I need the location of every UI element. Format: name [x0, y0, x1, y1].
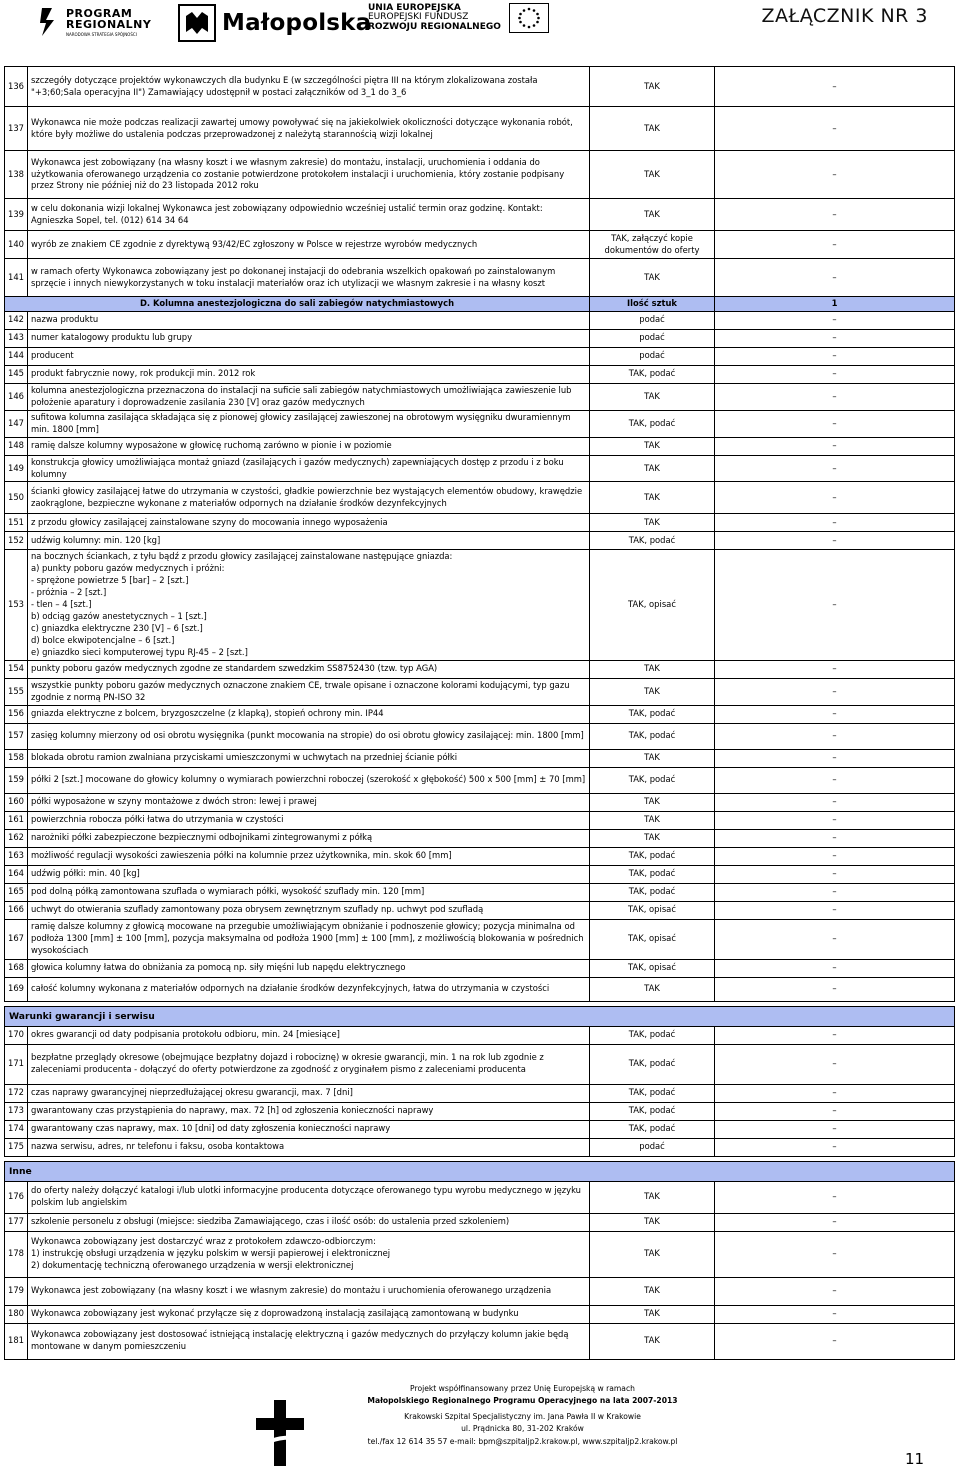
offered-value: –	[715, 1305, 955, 1323]
row-number: 153	[5, 550, 28, 660]
rows-section-other	[5, 1181, 955, 1359]
required-value: TAK	[590, 259, 715, 297]
section-d-title: D. Kolumna anestezjologiczna do sali zabiegów natychmiastowych	[5, 297, 590, 312]
requirement-text: ramię dalsze kolumny wyposażone w głowicę ruchomą zarówno w pionie i w poziomie	[28, 437, 590, 455]
table-row	[5, 1026, 955, 1044]
required-value: TAK	[590, 811, 715, 829]
table-row	[5, 977, 955, 1001]
row-number: 146	[5, 383, 28, 410]
required-value: TAK	[590, 1277, 715, 1305]
requirement-text: głowica kolumny łatwa do obniżania za pomocą np. siły mięśni lub napędu elektrycznego	[28, 959, 590, 977]
requirement-text: Wykonawca jest zobowiązany (na własny koszt i we własnym zakresie) do montażu, instalacji, uruchomienia i oddania do użytkowania oferowanego urządzenia co zostanie potwierdzone protokołem instalacji i uruchomienia, który zostanie podpisany przez Strony nie później niż do 23 listopada 2012 roku	[28, 151, 590, 199]
required-value: TAK, podać	[590, 1026, 715, 1044]
offered-value: –	[715, 550, 955, 660]
row-number: 166	[5, 901, 28, 919]
offered-value: –	[715, 482, 955, 514]
row-number: 162	[5, 829, 28, 847]
requirement-text: kolumna anestezjologiczna przeznaczona do instalacji na suficie sali zabiegów natychmiastowych umożliwiająca zawieszenie lub położenie aparatury i doprowadzenie zasilania 230 [V] oraz gazów medycznych	[28, 383, 590, 410]
offered-value: –	[715, 749, 955, 767]
requirement-text: bezpłatne przeglądy okresowe (obejmujące bezpłatny dojazd i robociznę) w okresie gwarancji, min. 1 na rok lub zgodnie z zaleceniami producenta - dołączyć do oferty potwierdzone za zgodność z oryginałem pismo z zaleceniami producenta	[28, 1044, 590, 1084]
requirement-text: Wykonawca jest zobowiązany (na własny koszt i we własnym zakresie) do montażu i uruchomienia oferowanego urządzenia	[28, 1277, 590, 1305]
required-value: TAK, podać	[590, 865, 715, 883]
requirement-text: możliwość regulacji wysokości zawieszenia półki na kolumnie przez użytkownika, min. skok 60 [mm]	[28, 847, 590, 865]
required-value: TAK, podać	[590, 723, 715, 749]
page-footer	[0, 1378, 960, 1475]
footer-line5: tel./fax 12 614 35 57 e-mail: bpm@szpitaljp2.krakow.pl, www.szpitaljp2.krakow.pl	[367, 1436, 678, 1446]
offered-value: –	[715, 1084, 955, 1102]
requirement-text: nazwa serwisu, adres, nr telefonu i faksu, osoba kontaktowa	[28, 1138, 590, 1156]
required-value: TAK, podać	[590, 1102, 715, 1120]
requirement-text: ramię dalsze kolumny z głowicą mocowane na przegubie umożliwiającym obniżanie i podnoszenie głowicy; pozycja minimalna od podłoża 1300 [mm] ± 100 [mm], pozycja maksymalna od podłoża 1900 [mm] ± 100 [mm], z możliwością blokowania w pośrednich wysokościach	[28, 919, 590, 959]
required-value: TAK	[590, 1181, 715, 1213]
offered-value: –	[715, 410, 955, 437]
row-number: 175	[5, 1138, 28, 1156]
row-number: 167	[5, 919, 28, 959]
table-row	[5, 1323, 955, 1359]
footer-line1: Projekt współfinansowany przez Unię Europejską w ramach	[410, 1384, 635, 1393]
eu-logo	[368, 3, 549, 33]
section-other-header	[5, 1161, 955, 1181]
section-warranty-title: Warunki gwarancji i serwisu	[5, 1006, 955, 1026]
requirement-text: produkt fabrycznie nowy, rok produkcji min. 2012 rok	[28, 365, 590, 383]
program-line1: PROGRAM	[66, 6, 133, 20]
offered-value: –	[715, 1323, 955, 1359]
required-value: TAK	[590, 1305, 715, 1323]
required-value: TAK	[590, 1213, 715, 1231]
requirement-text: wyrób ze znakiem CE zgodnie z dyrektywą 93/42/EC zgłoszony w Polsce w rejestrze wyrobów medycznych	[28, 231, 590, 259]
required-value: podać	[590, 329, 715, 347]
offered-value: –	[715, 1120, 955, 1138]
table-row	[5, 365, 955, 383]
required-value: TAK, podać	[590, 365, 715, 383]
table-row	[5, 231, 955, 259]
requirement-text: udźwig kolumny: min. 120 [kg]	[28, 532, 590, 550]
offered-value: –	[715, 365, 955, 383]
offered-value: –	[715, 1181, 955, 1213]
rows-section-general	[5, 67, 955, 297]
requirement-text: narożniki półki zabezpieczone bezpiecznymi odbojnikami zintegrowanymi z półką	[28, 829, 590, 847]
row-number: 179	[5, 1277, 28, 1305]
required-value: TAK	[590, 514, 715, 532]
requirement-text: Wykonawca nie może podczas realizacji zawartej umowy powoływać się na jakiekolwiek okoliczności dotyczące wykonania robót, które były możliwe do ustalenia podczas przeprowadzonej z należytą starannością wizji lokalnej	[28, 107, 590, 151]
row-number: 171	[5, 1044, 28, 1084]
row-number: 158	[5, 749, 28, 767]
offered-value: –	[715, 705, 955, 723]
required-value: TAK, opisać	[590, 901, 715, 919]
offered-value: –	[715, 383, 955, 410]
table-row	[5, 410, 955, 437]
requirement-text: powierzchnia robocza półki łatwa do utrzymania w czystości	[28, 811, 590, 829]
table-row	[5, 767, 955, 793]
requirement-text: całość kolumny wykonana z materiałów odpornych na działanie środków dezynfekcyjnych, łatwa do utrzymania w czystości	[28, 977, 590, 1001]
row-number: 141	[5, 259, 28, 297]
required-value: TAK, podać	[590, 1044, 715, 1084]
offered-value: –	[715, 959, 955, 977]
offered-value: –	[715, 865, 955, 883]
offered-value: –	[715, 977, 955, 1001]
offered-value: –	[715, 259, 955, 297]
table-row	[5, 67, 955, 107]
offered-value: –	[715, 151, 955, 199]
row-number: 159	[5, 767, 28, 793]
required-value: TAK, opisać	[590, 550, 715, 660]
requirement-text: pod dolną półką zamontowana szuflada o wymiarach półki, wysokość szuflady min. 120 [mm]	[28, 883, 590, 901]
table-row	[5, 829, 955, 847]
requirement-text: szkolenie personelu z obsługi (miejsce: siedziba Zamawiającego, czas i ilość osób: do ustalenia przed szkoleniem)	[28, 1213, 590, 1231]
requirement-text: Wykonawca zobowiązany jest dostarczyć wraz z protokołem zdawczo-odbiorczym: 1) instrukcję obsługi urządzenia w języku polskim w wersji papierowej i elektronicznej 2) dokumentację techniczną oferowanego urządzenia w wersji elektronicznej	[28, 1231, 590, 1277]
row-number: 176	[5, 1181, 28, 1213]
requirement-text: na bocznych ściankach, z tyłu bądź z przodu głowicy zasilającej zainstalowane następujące gniazda: a) punkty poboru gazów medycznych i próżni: - sprężone powietrze 5 [bar] – 2 [szt.] - próżnia – 2 [szt.] - tlen – 4 [szt.] b) odciąg gazów anestetycznych – 1 [szt.] c) gniazdka elektryczne 230 [V] – 6 [szt.] d) bolce ekwipotencjalne – 6 [szt.] e) gniazdko sieci komputerowej typu RJ-45 – 2 [szt.]	[28, 550, 590, 660]
requirement-text: punkty poboru gazów medycznych zgodne ze standardem szwedzkim SS8752430 (tzw. typ AGA)	[28, 660, 590, 678]
required-value: TAK, podać	[590, 705, 715, 723]
required-value: TAK, opisać	[590, 959, 715, 977]
offered-value: –	[715, 1213, 955, 1231]
requirement-text: do oferty należy dołączyć katalogi i/lub ulotki informacyjne producenta dotyczące oferowanego typu wyrobu medycznego w języku polskim lub angielskim	[28, 1181, 590, 1213]
row-number: 154	[5, 660, 28, 678]
row-number: 169	[5, 977, 28, 1001]
table-row	[5, 550, 955, 660]
program-regionalny-icon	[38, 6, 60, 38]
footer-line2: Małopolskiego Regionalnego Programu Operacyjnego na lata 2007-2013	[367, 1396, 678, 1406]
row-number: 140	[5, 231, 28, 259]
requirement-text: okres gwarancji od daty podpisania protokołu odbioru, min. 24 [miesiące]	[28, 1026, 590, 1044]
row-number: 173	[5, 1102, 28, 1120]
footer-line4: ul. Prądnicka 80, 31-202 Kraków	[461, 1424, 584, 1434]
row-number: 172	[5, 1084, 28, 1102]
offered-value: –	[715, 883, 955, 901]
table-row	[5, 199, 955, 231]
table-row	[5, 749, 955, 767]
section-other-title: Inne	[5, 1161, 955, 1181]
offered-value: –	[715, 723, 955, 749]
required-value: TAK	[590, 383, 715, 410]
malopolska-logo	[178, 4, 371, 42]
row-number: 138	[5, 151, 28, 199]
required-value: TAK	[590, 1323, 715, 1359]
required-value: TAK	[590, 151, 715, 199]
table-row	[5, 1044, 955, 1084]
requirement-text: szczegóły dotyczące projektów wykonawczych dla budynku E (w szczególności piętra III na którym zlokalizowana została "+3;60;Sala operacyjna II") Zamawiający udostępnił w postaci załączników od 3_1 do 3_6	[28, 67, 590, 107]
table-row	[5, 793, 955, 811]
eu-line3: ROZWOJU REGIONALNEGO	[368, 21, 501, 32]
table-row	[5, 1120, 955, 1138]
table-row	[5, 1213, 955, 1231]
requirement-text: gniazda elektryczne z bolcem, bryzgoszczelne (z klapką), stopień ochrony min. IP44	[28, 705, 590, 723]
table-row	[5, 532, 955, 550]
table-row	[5, 311, 955, 329]
section-d-header	[5, 297, 955, 312]
row-number: 148	[5, 437, 28, 455]
row-number: 156	[5, 705, 28, 723]
table-row	[5, 847, 955, 865]
required-value: TAK	[590, 1231, 715, 1277]
offered-value: –	[715, 455, 955, 482]
offered-value: –	[715, 1277, 955, 1305]
offered-value: –	[715, 67, 955, 107]
requirement-text: półki 2 [szt.] mocowane do głowicy kolumny o wymiarach powierzchni roboczej (szerokość x głębokość) 500 x 500 [mm] ± 70 [mm]	[28, 767, 590, 793]
table-row	[5, 959, 955, 977]
offered-value: –	[715, 829, 955, 847]
row-number: 163	[5, 847, 28, 865]
requirement-text: wszystkie punkty poboru gazów medycznych oznaczone znakiem CE, trwale opisane i oznaczone kolorami kodującymi, typ gazu zgodnie z normą PN-ISO 32	[28, 678, 590, 705]
required-value: podać	[590, 1138, 715, 1156]
offered-value: –	[715, 1102, 955, 1120]
row-number: 165	[5, 883, 28, 901]
row-number: 161	[5, 811, 28, 829]
table-row	[5, 811, 955, 829]
offered-value: –	[715, 811, 955, 829]
offered-value: –	[715, 311, 955, 329]
requirement-text: sufitowa kolumna zasilająca składająca się z pionowej głowicy zasilającej zawieszonej na obrotowym wysięgniku dwuramiennym min. 1800 [mm]	[28, 410, 590, 437]
required-value: TAK	[590, 660, 715, 678]
offered-value: –	[715, 347, 955, 365]
required-value: TAK	[590, 977, 715, 1001]
offered-value: –	[715, 847, 955, 865]
requirement-text: uchwyt do otwierania szuflady zamontowany poza obrysem zewnętrznym szuflady np. uchwyt pod szufladą	[28, 901, 590, 919]
row-number: 136	[5, 67, 28, 107]
offered-value: –	[715, 767, 955, 793]
offered-value: –	[715, 660, 955, 678]
required-value: TAK	[590, 678, 715, 705]
required-value: TAK	[590, 67, 715, 107]
required-value: TAK, podać	[590, 767, 715, 793]
table-row	[5, 1102, 955, 1120]
footer-line3: Krakowski Szpital Specjalistyczny im. Jana Pawła II w Krakowie	[404, 1412, 641, 1422]
row-number: 177	[5, 1213, 28, 1231]
required-value: TAK, podać	[590, 1084, 715, 1102]
table-row	[5, 383, 955, 410]
table-row	[5, 705, 955, 723]
required-value: TAK, podać	[590, 532, 715, 550]
offered-value: –	[715, 793, 955, 811]
required-value: TAK, podać	[590, 410, 715, 437]
required-value: TAK	[590, 482, 715, 514]
page-header	[0, 0, 960, 46]
table-row	[5, 1305, 955, 1323]
requirement-text: Wykonawca zobowiązany jest dostosować istniejącą instalację elektryczną i gazów medycznych do przyłączy kolumn jakie będą montowane w danym pomieszczeniu	[28, 1323, 590, 1359]
offered-value: –	[715, 901, 955, 919]
table-row	[5, 678, 955, 705]
row-number: 181	[5, 1323, 28, 1359]
row-number: 155	[5, 678, 28, 705]
requirement-text: nazwa produktu	[28, 311, 590, 329]
qty-label: Ilość sztuk	[590, 297, 715, 312]
row-number: 180	[5, 1305, 28, 1323]
required-value: TAK, podać	[590, 1120, 715, 1138]
row-number: 143	[5, 329, 28, 347]
table-row	[5, 1181, 955, 1213]
malopolska-emblem-icon	[178, 4, 216, 42]
required-value: TAK, podać	[590, 883, 715, 901]
table-row	[5, 919, 955, 959]
region-name: Małopolska	[222, 10, 372, 36]
eu-flag-icon	[509, 3, 549, 33]
specification-table	[4, 66, 955, 1360]
eu-line1: UNIA EUROPEJSKA	[368, 2, 461, 13]
requirement-text: numer katalogowy produktu lub grupy	[28, 329, 590, 347]
table-row	[5, 455, 955, 482]
offered-value: –	[715, 329, 955, 347]
offered-value: –	[715, 919, 955, 959]
table-row	[5, 1277, 955, 1305]
row-number: 150	[5, 482, 28, 514]
offered-value: –	[715, 1138, 955, 1156]
rows-section-warranty	[5, 1026, 955, 1156]
program-line2: REGIONALNY	[66, 17, 152, 31]
row-number: 139	[5, 199, 28, 231]
required-value: TAK	[590, 455, 715, 482]
table-row	[5, 259, 955, 297]
table-row	[5, 1138, 955, 1156]
program-regionalny-logo	[38, 3, 151, 41]
row-number: 147	[5, 410, 28, 437]
required-value: podać	[590, 347, 715, 365]
eu-line2: EUROPEJSKI FUNDUSZ	[368, 12, 469, 23]
section-warranty-header	[5, 1006, 955, 1026]
table-row	[5, 883, 955, 901]
required-value: TAK	[590, 749, 715, 767]
row-number: 151	[5, 514, 28, 532]
requirement-text: udźwig półki: min. 40 [kg]	[28, 865, 590, 883]
offered-value: –	[715, 231, 955, 259]
row-number: 145	[5, 365, 28, 383]
program-line3: NARODOWA STRATEGIA SPÓJNOŚCI	[66, 31, 137, 37]
table-row	[5, 437, 955, 455]
table-row	[5, 1084, 955, 1102]
row-number: 144	[5, 347, 28, 365]
requirement-text: zasięg kolumny mierzony od osi obrotu wysięgnika (punkt mocowania na stropie) do osi obrotu głowicy zasilającej: min. 1800 [mm]	[28, 723, 590, 749]
offered-value: –	[715, 532, 955, 550]
row-number: 152	[5, 532, 28, 550]
table-row	[5, 329, 955, 347]
table-row	[5, 1231, 955, 1277]
required-value: TAK	[590, 793, 715, 811]
table-row	[5, 107, 955, 151]
row-number: 160	[5, 793, 28, 811]
row-number: 170	[5, 1026, 28, 1044]
offered-value: –	[715, 678, 955, 705]
requirement-text: gwarantowany czas naprawy, max. 10 [dni] od daty zgłoszenia konieczności naprawy	[28, 1120, 590, 1138]
qty-value: 1	[715, 297, 955, 312]
table-row	[5, 347, 955, 365]
row-number: 164	[5, 865, 28, 883]
table-row	[5, 514, 955, 532]
required-value: TAK, podać	[590, 847, 715, 865]
required-value: TAK	[590, 199, 715, 231]
offered-value: –	[715, 437, 955, 455]
table-row	[5, 660, 955, 678]
required-value: TAK, opisać	[590, 919, 715, 959]
table-row	[5, 482, 955, 514]
required-value: TAK	[590, 829, 715, 847]
row-number: 149	[5, 455, 28, 482]
offered-value: –	[715, 1231, 955, 1277]
required-value: TAK	[590, 107, 715, 151]
row-number: 178	[5, 1231, 28, 1277]
requirement-text: czas naprawy gwarancyjnej nieprzedłużającej okresu gwarancji, max. 7 [dni]	[28, 1084, 590, 1102]
rows-section-d	[5, 311, 955, 1001]
hospital-cross-icon	[252, 1400, 314, 1466]
row-number: 174	[5, 1120, 28, 1138]
required-value: TAK	[590, 437, 715, 455]
requirement-text: ścianki głowicy zasilającej łatwe do utrzymania w czystości, gładkie powierzchnie bez wystających elementów obudowy, krawędzie zaokrąglone, bezpieczne wykonane z materiałów odpornych na działanie środków dezynfekcyjnych	[28, 482, 590, 514]
requirement-text: gwarantowany czas przystąpienia do naprawy, max. 72 [h] od zgłoszenia konieczności naprawy	[28, 1102, 590, 1120]
requirement-text: producent	[28, 347, 590, 365]
row-number: 157	[5, 723, 28, 749]
requirement-text: Wykonawca zobowiązany jest wykonać przyłącze się z doprowadzoną instalacją zasilającą zamontowaną w budynku	[28, 1305, 590, 1323]
table-row	[5, 723, 955, 749]
row-number: 137	[5, 107, 28, 151]
table-row	[5, 151, 955, 199]
row-number: 168	[5, 959, 28, 977]
row-number: 142	[5, 311, 28, 329]
attachment-label: ZAŁĄCZNIK NR 3	[761, 5, 928, 27]
required-value: podać	[590, 311, 715, 329]
offered-value: –	[715, 199, 955, 231]
requirement-text: blokada obrotu ramion zwalniana przyciskami umieszczonymi w uchwytach na przedniej ścianie półki	[28, 749, 590, 767]
requirement-text: półki wyposażone w szyny montażowe z dwóch stron: lewej i prawej	[28, 793, 590, 811]
offered-value: –	[715, 1044, 955, 1084]
page-number: 11	[905, 1450, 925, 1468]
offered-value: –	[715, 107, 955, 151]
requirement-text: konstrukcja głowicy umożliwiająca montaż gniazd (zasilających i gazów medycznych) zapewniających dostęp z przodu i z boku kolumny	[28, 455, 590, 482]
offered-value: –	[715, 514, 955, 532]
requirement-text: z przodu głowicy zasilającej zainstalowane szyny do mocowania innego wyposażenia	[28, 514, 590, 532]
requirement-text: w celu dokonania wizji lokalnej Wykonawca jest zobowiązany odpowiednio wcześniej ustalić termin oraz godzinę. Kontakt: Agnieszka Sopel, tel. (012) 614 34 64	[28, 199, 590, 231]
requirement-text: w ramach oferty Wykonawca zobowiązany jest po dokonanej instajacji do odebrania wszelkich opakowań po zainstalowanym sprzęcie i innych niewykorzystanych w toku instalacji materiałów oraz ich utylizacji we własnym zakresie i na własny koszt	[28, 259, 590, 297]
table-row	[5, 865, 955, 883]
offered-value: –	[715, 1026, 955, 1044]
required-value: TAK, załączyć kopie dokumentów do oferty	[590, 231, 715, 259]
table-row	[5, 901, 955, 919]
